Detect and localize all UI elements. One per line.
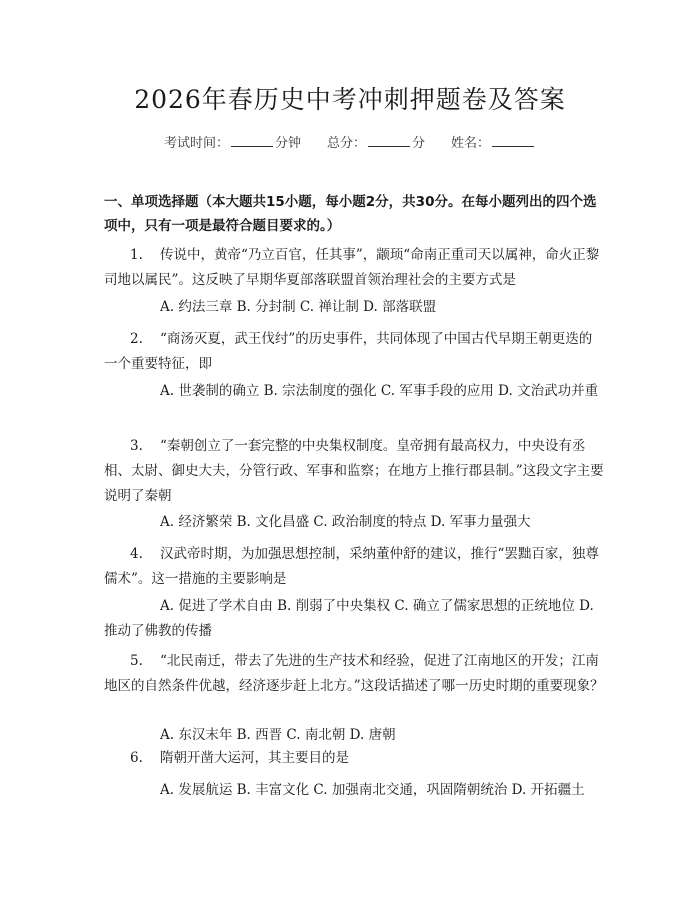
question-stem: “北民南迁，带去了先进的生产技术和经验，促进了江南地区的开发；江南地区的自然条件优越，经济逐步赶上北方。”这段话描述了哪一历史时期的重要现象？: [104, 653, 604, 694]
question-stem: 传说中，黄帝“乃立百官，任其事”，颛顼“命南正重司天以属神，命火正黎司地以属民”。这反映了早期华夏部落联盟首领治理社会的主要方式是: [104, 247, 600, 288]
question-6: [104, 746, 604, 771]
question-stem: “秦朝创立了一套完整的中央集权制度。皇帝拥有最高权力，中央设有丞相、太尉、御史大夫，分管行政、军事和监察；在地方上推行郡县制。”这段文字主要说明了秦朝: [104, 438, 604, 504]
question-5: [104, 649, 604, 699]
question-1: [104, 243, 604, 293]
name-blank: [492, 134, 534, 147]
question-number: 6.: [130, 750, 143, 766]
question-2-options: A. 世袭制的确立 B. 宗法制度的强化 C. 军事手段的应用 D. 文治武功并重: [160, 383, 599, 399]
question-3-options: A. 经济繁荣 B. 文化昌盛 C. 政治制度的特点 D. 军事力量强大: [160, 514, 531, 530]
section-heading: 一、单项选择题（本大题共15小题，每小题2分，共30分。在每小题列出的四个选项中，只有一项是最符合题目要求的。）: [104, 194, 597, 234]
question-stem: 汉武帝时期，为加强思想控制，采纳董仲舒的建议，推行“罢黜百家，独尊儒术”。这一措施的主要影响是: [104, 546, 599, 587]
question-number: 2.: [130, 331, 143, 347]
score-unit: 分: [412, 136, 426, 151]
question-6-options: A. 发展航运 B. 丰富文化 C. 加强南北交通，巩固隋朝统治 D. 开拓疆土: [160, 782, 585, 798]
question-stem: “商汤灭夏，武王伐纣”的历史事件，共同体现了中国古代早期王朝更迭的一个重要特征，即: [104, 331, 593, 372]
name-label: 姓名：: [451, 136, 491, 151]
score-label: 总分：: [326, 136, 366, 151]
score-blank: [368, 134, 410, 147]
page-title: 2026年春历史中考冲刺押题卷及答案: [134, 85, 566, 114]
question-2: [104, 327, 604, 377]
question-stem: 隋朝开凿大运河，其主要目的是: [160, 750, 349, 766]
question-4-options: A. 促进了学术自由 B. 削弱了中央集权 C. 确立了儒家思想的正统地位 D. 推动了佛教的传播: [104, 598, 594, 639]
question-number: 3.: [130, 438, 143, 454]
question-4: [104, 542, 604, 592]
question-5-options: A. 东汉末年 B. 西晋 C. 南北朝 D. 唐朝: [160, 727, 396, 743]
question-number: 1.: [130, 247, 143, 263]
question-number: 5.: [130, 653, 143, 669]
question-number: 4.: [130, 546, 143, 562]
time-unit: 分钟: [274, 136, 301, 151]
time-blank: [231, 134, 273, 147]
exam-info-line: [0, 132, 700, 151]
question-3: [104, 434, 604, 509]
time-label: 考试时间：: [163, 136, 229, 151]
question-1-options: A. 约法三章 B. 分封制 C. 禅让制 D. 部落联盟: [160, 299, 437, 315]
